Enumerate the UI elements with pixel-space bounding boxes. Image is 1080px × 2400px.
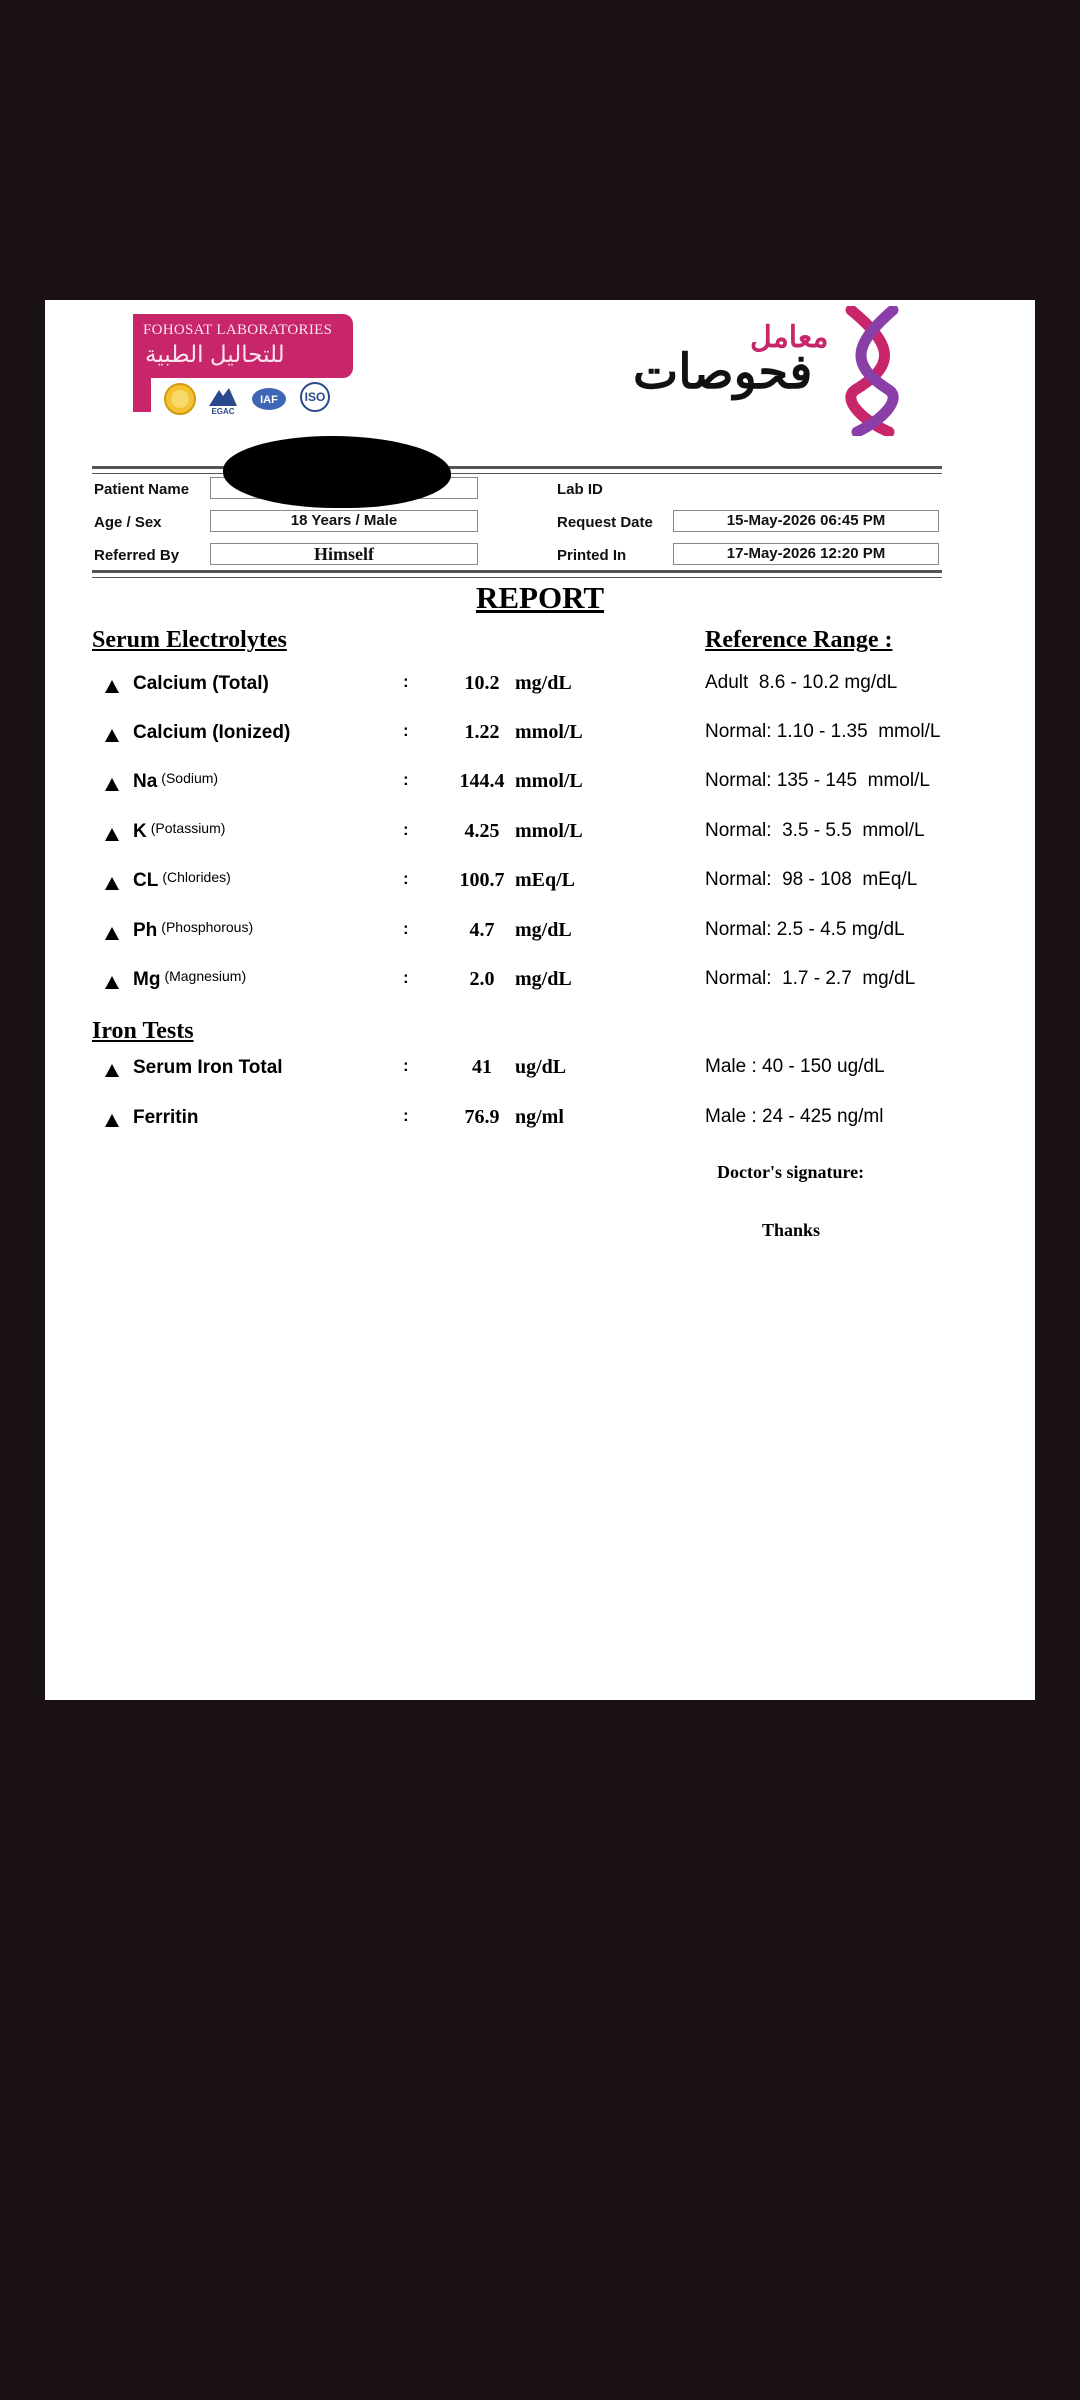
patient-name-label: Patient Name: [94, 481, 190, 498]
section-title-iron: Iron Tests: [92, 1018, 194, 1044]
separator: :: [403, 968, 409, 987]
header-rule-top: [92, 466, 942, 474]
test-value: 144.4: [459, 770, 505, 792]
test-row: [45, 820, 1035, 860]
test-value: 76.9: [464, 1106, 500, 1128]
test-value: 41: [472, 1056, 492, 1078]
triangle-marker-icon: [105, 927, 119, 940]
iso-logo-icon: [296, 382, 334, 421]
test-row: [45, 1056, 1035, 1096]
test-reference: Male : 24 - 425 ng/ml: [705, 1106, 884, 1127]
test-unit: mg/dL: [515, 919, 572, 941]
test-unit: mg/dL: [515, 968, 572, 990]
test-name-sub: (Potassium): [150, 820, 226, 836]
test-name-main: K: [133, 821, 147, 842]
iso-text: ISO: [305, 390, 326, 404]
test-unit: ug/dL: [515, 1056, 567, 1078]
test-name-main: Serum Iron Total: [133, 1057, 283, 1078]
test-name-main: Mg: [133, 969, 161, 990]
egac-text: EGAC: [211, 407, 236, 416]
test-reference: Normal: 98 - 108 mEq/L: [705, 869, 918, 890]
separator: :: [403, 770, 409, 789]
name-redaction: [223, 436, 451, 508]
test-name: [133, 672, 273, 695]
dna-helix-icon: [845, 306, 901, 436]
test-value: 2.0: [469, 968, 495, 990]
separator: :: [403, 1056, 409, 1075]
age-sex-label: Age / Sex: [94, 514, 162, 531]
separator: :: [403, 820, 409, 839]
triangle-marker-icon: [105, 778, 119, 791]
seal-icon: [163, 382, 197, 421]
test-row: [45, 919, 1035, 959]
iaf-logo-icon: [250, 382, 288, 421]
brand-logo-line1: معامل: [750, 321, 829, 354]
test-row: [45, 721, 1035, 761]
test-reference: Normal: 1.10 - 1.35 mmol/L: [705, 721, 941, 742]
iaf-text: IAF: [260, 394, 278, 406]
triangle-marker-icon: [105, 877, 119, 890]
test-name-main: Calcium (Total): [133, 673, 269, 694]
printed-in-value: 17-May-2026 12:20 PM: [673, 543, 939, 565]
test-unit: mg/dL: [515, 672, 572, 694]
request-date-value: 15-May-2026 06:45 PM: [673, 510, 939, 532]
separator: :: [403, 1106, 409, 1125]
test-name: [133, 820, 225, 843]
lab-id-label: Lab ID: [557, 481, 603, 498]
test-name-sub: (Phosphorous): [161, 919, 254, 935]
test-unit: ng/ml: [515, 1106, 564, 1128]
printed-in-label: Printed In: [557, 547, 627, 564]
referred-by-value: Himself: [210, 543, 478, 565]
triangle-marker-icon: [105, 680, 119, 693]
lab-name-ar: للتحاليل الطبية: [145, 341, 285, 367]
reference-range-header: Reference Range :: [705, 627, 893, 653]
referred-by-label: Referred By: [94, 547, 180, 564]
test-name: [133, 1056, 287, 1079]
test-name: [133, 968, 246, 991]
test-name: [133, 919, 253, 942]
test-name: [133, 869, 231, 892]
thanks-text: Thanks: [762, 1220, 821, 1240]
test-name-main: CL: [133, 870, 159, 891]
section-title-electrolytes: Serum Electrolytes: [92, 627, 287, 653]
test-name-sub: (Chlorides): [162, 869, 231, 885]
separator: :: [403, 721, 409, 740]
test-name: [133, 770, 218, 793]
triangle-marker-icon: [105, 828, 119, 841]
test-unit: mEq/L: [515, 869, 576, 891]
header-rule-bottom: [92, 570, 942, 578]
test-reference: Normal: 1.7 - 2.7 mg/dL: [705, 968, 916, 989]
test-value: 4.25: [464, 820, 500, 842]
lab-name-en: FOHOSAT LABORATORIES: [143, 322, 333, 338]
triangle-marker-icon: [105, 1114, 119, 1127]
triangle-marker-icon: [105, 729, 119, 742]
report-title: REPORT: [475, 580, 605, 615]
report-sheet: [45, 300, 1035, 1700]
test-unit: mmol/L: [515, 770, 583, 792]
brand-logo-line2: فحوصات: [633, 346, 813, 399]
test-unit: mmol/L: [515, 820, 583, 842]
test-name-sub: (Magnesium): [164, 968, 247, 984]
test-value: 100.7: [459, 869, 505, 891]
separator: :: [403, 672, 409, 691]
test-name-main: Ph: [133, 920, 158, 941]
test-row: [45, 1106, 1035, 1146]
test-reference: Adult 8.6 - 10.2 mg/dL: [705, 672, 898, 693]
test-value: 1.22: [464, 721, 500, 743]
test-reference: Normal: 135 - 145 mmol/L: [705, 770, 930, 791]
test-name: [133, 721, 294, 744]
accreditation-badges: [163, 382, 338, 416]
separator: :: [403, 919, 409, 938]
test-name-main: Ferritin: [133, 1107, 199, 1128]
separator: :: [403, 869, 409, 888]
test-reference: Normal: 3.5 - 5.5 mmol/L: [705, 820, 925, 841]
test-row: [45, 968, 1035, 1008]
test-name-main: Na: [133, 771, 158, 792]
test-row: [45, 672, 1035, 712]
lab-logo-tail: [133, 376, 151, 412]
triangle-marker-icon: [105, 976, 119, 989]
test-row: [45, 869, 1035, 909]
test-unit: mmol/L: [515, 721, 583, 743]
lab-logo: [133, 314, 353, 378]
egac-logo-icon: [205, 382, 241, 421]
doctor-signature-label: Doctor's signature:: [717, 1162, 865, 1182]
request-date-label: Request Date: [557, 514, 653, 531]
test-reference: Normal: 2.5 - 4.5 mg/dL: [705, 919, 905, 940]
test-reference: Male : 40 - 150 ug/dL: [705, 1056, 885, 1077]
test-row: [45, 770, 1035, 810]
test-name-main: Calcium (Ionized): [133, 722, 291, 743]
test-value: 10.2: [464, 672, 500, 694]
age-sex-value: 18 Years / Male: [210, 510, 478, 532]
triangle-marker-icon: [105, 1064, 119, 1077]
test-name: [133, 1106, 202, 1129]
test-value: 4.7: [469, 919, 495, 941]
test-name-sub: (Sodium): [161, 770, 219, 786]
